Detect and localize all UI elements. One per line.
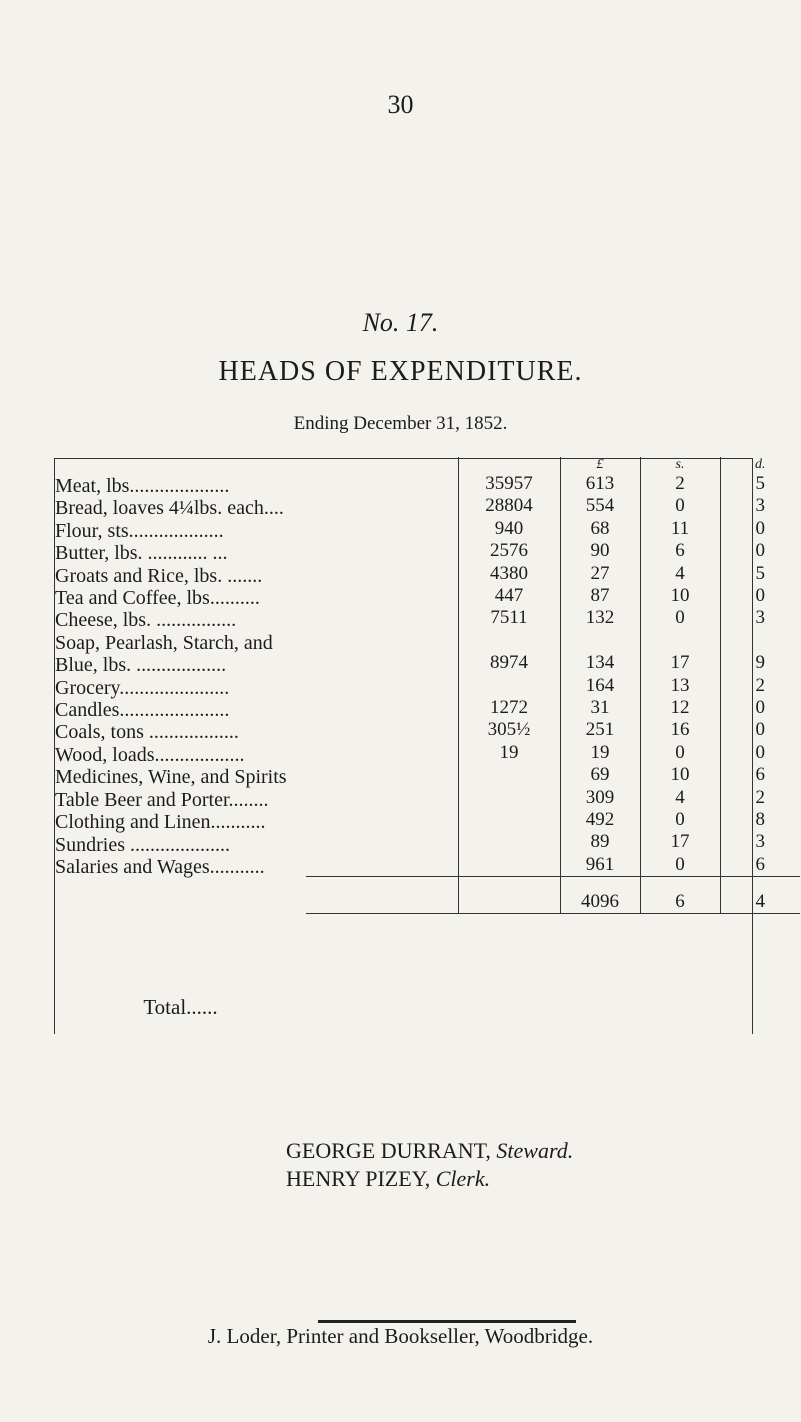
item-label: Coals, tons .................. <box>55 721 239 744</box>
pounds-cell: 554 <box>560 495 640 517</box>
item-label: Flour, sts................... <box>55 519 224 542</box>
item-label: Soap, Pearlash, Starch, and <box>55 631 273 654</box>
pounds-cell: 134 <box>560 652 640 674</box>
table-row <box>306 607 800 629</box>
row-spacer <box>306 473 458 495</box>
table-row <box>306 518 800 540</box>
shillings-cell: 0 <box>640 809 720 831</box>
row-spacer <box>306 607 458 629</box>
item-label: Table Beer and Porter........ <box>55 788 269 811</box>
pence-cell: 8 <box>720 809 800 831</box>
pounds-cell: 31 <box>560 697 640 719</box>
item-label: Salaries and Wages........... <box>55 855 265 878</box>
signature-steward <box>286 1138 573 1164</box>
item-label: Clothing and Linen........... <box>55 811 266 834</box>
item-label: Sundries .................... <box>55 833 230 856</box>
expenditure-table <box>306 457 800 914</box>
shillings-cell: 17 <box>640 831 720 853</box>
shillings-cell: 2 <box>640 473 720 495</box>
quantity-cell: 305½ <box>458 719 560 741</box>
pounds-cell: 19 <box>560 742 640 764</box>
row-spacer <box>306 495 458 517</box>
row-spacer <box>306 652 458 674</box>
quantity-cell: 28804 <box>458 495 560 517</box>
pounds-cell: 164 <box>560 675 640 697</box>
shillings-cell: 10 <box>640 764 720 786</box>
row-spacer <box>306 540 458 562</box>
table-row <box>306 585 800 607</box>
total-pence: 4 <box>720 877 800 914</box>
quantity-cell <box>458 854 560 877</box>
item-label: Candles...................... <box>55 699 230 722</box>
pence-cell: 9 <box>720 652 800 674</box>
quantity-cell <box>458 787 560 809</box>
table-row <box>306 787 800 809</box>
pounds-cell: 90 <box>560 540 640 562</box>
item-label: Tea and Coffee, lbs.......... <box>55 587 260 610</box>
item-label: Medicines, Wine, and Spirits <box>55 766 287 789</box>
signature-clerk <box>286 1166 490 1192</box>
pounds-cell: 961 <box>560 854 640 877</box>
clerk-role: Clerk. <box>435 1166 491 1191</box>
row-spacer <box>306 585 458 607</box>
quantity-cell: 8974 <box>458 652 560 674</box>
imprint-rule <box>318 1320 576 1323</box>
shillings-cell: 17 <box>640 652 720 674</box>
pence-cell: 0 <box>720 697 800 719</box>
imprint-text: J. Loder, Printer and Bookseller, Woodbridge. <box>207 1324 594 1348</box>
shillings-cell: 0 <box>640 607 720 629</box>
shillings-cell: 11 <box>640 518 720 540</box>
table-row <box>306 831 800 853</box>
pounds-cell: 27 <box>560 563 640 585</box>
printer-imprint <box>0 1324 801 1349</box>
pence-cell: 0 <box>720 518 800 540</box>
quantity-cell: 4380 <box>458 563 560 585</box>
table-row <box>306 742 800 764</box>
pounds-cell: 69 <box>560 764 640 786</box>
table-row <box>306 495 800 517</box>
quantity-cell: 7511 <box>458 607 560 629</box>
pounds-cell: 87 <box>560 585 640 607</box>
shillings-cell: 6 <box>640 540 720 562</box>
pounds-cell <box>560 630 640 652</box>
table-row <box>306 563 800 585</box>
pence-cell <box>720 630 800 652</box>
quantity-cell: 2576 <box>458 540 560 562</box>
quantity-cell <box>458 675 560 697</box>
quantity-cell <box>458 831 560 853</box>
pounds-unit: £ <box>560 457 640 473</box>
total-pounds: 4096 <box>560 877 640 914</box>
units-row <box>306 457 800 473</box>
quantity-cell: 19 <box>458 742 560 764</box>
pence-cell: 0 <box>720 540 800 562</box>
pence-cell: 3 <box>720 495 800 517</box>
table-row <box>306 697 800 719</box>
shillings-cell: 0 <box>640 854 720 877</box>
table-row <box>306 652 800 674</box>
shillings-cell: 12 <box>640 697 720 719</box>
row-spacer <box>306 787 458 809</box>
row-spacer <box>306 831 458 853</box>
quantity-cell: 940 <box>458 518 560 540</box>
table-row <box>306 809 800 831</box>
shillings-cell: 0 <box>640 742 720 764</box>
pence-unit: d. <box>720 457 800 473</box>
shillings-cell: 4 <box>640 563 720 585</box>
row-spacer <box>306 697 458 719</box>
total-label-text: Total...... <box>143 995 218 1019</box>
shillings-cell: 0 <box>640 495 720 517</box>
shillings-cell <box>640 630 720 652</box>
row-spacer <box>306 809 458 831</box>
item-label: Meat, lbs.................... <box>55 475 230 497</box>
row-spacer <box>306 742 458 764</box>
table-row <box>306 630 800 652</box>
row-spacer <box>306 719 458 741</box>
total-quantity-cell <box>458 877 560 914</box>
table-row <box>306 473 800 495</box>
shillings-cell: 4 <box>640 787 720 809</box>
pounds-cell: 251 <box>560 719 640 741</box>
quantity-cell <box>458 764 560 786</box>
table-row <box>306 675 800 697</box>
row-spacer <box>306 764 458 786</box>
page-subtitle: Ending December 31, 1852. <box>293 413 508 434</box>
pence-cell: 5 <box>720 473 800 495</box>
pence-cell: 3 <box>720 831 800 853</box>
row-spacer <box>306 675 458 697</box>
pence-cell: 6 <box>720 854 800 877</box>
item-label: Grocery...................... <box>55 676 230 699</box>
row-spacer <box>306 854 458 877</box>
total-row <box>306 877 800 914</box>
table-row <box>306 719 800 741</box>
page-number: 30 <box>387 90 414 119</box>
item-label: Cheese, lbs. ................ <box>55 609 237 632</box>
shillings-cell: 10 <box>640 585 720 607</box>
row-spacer <box>306 563 458 585</box>
shillings-cell: 16 <box>640 719 720 741</box>
item-label: Groats and Rice, lbs. ....... <box>55 564 263 587</box>
item-label: Blue, lbs. .................. <box>55 654 227 677</box>
pence-cell: 6 <box>720 764 800 786</box>
shillings-cell: 13 <box>640 675 720 697</box>
pounds-cell: 309 <box>560 787 640 809</box>
item-label: Bread, loaves 4¼lbs. each.... <box>55 497 284 520</box>
table-row <box>306 764 800 786</box>
pence-cell: 0 <box>720 719 800 741</box>
table-row <box>306 540 800 562</box>
quantity-cell <box>458 809 560 831</box>
pence-cell: 2 <box>720 787 800 809</box>
pounds-cell: 89 <box>560 831 640 853</box>
pence-cell: 2 <box>720 675 800 697</box>
clerk-name: HENRY PIZEY, <box>286 1166 431 1191</box>
quantity-cell <box>458 630 560 652</box>
pence-cell: 0 <box>720 742 800 764</box>
pounds-cell: 132 <box>560 607 640 629</box>
pounds-cell: 68 <box>560 518 640 540</box>
pence-cell: 0 <box>720 585 800 607</box>
steward-role: Steward. <box>496 1138 574 1163</box>
row-spacer <box>306 518 458 540</box>
row-spacer <box>306 630 458 652</box>
quantity-cell: 35957 <box>458 473 560 495</box>
shillings-unit: s. <box>640 457 720 473</box>
pence-cell: 5 <box>720 563 800 585</box>
pence-cell: 3 <box>720 607 800 629</box>
quantity-cell: 1272 <box>458 697 560 719</box>
pounds-cell: 613 <box>560 473 640 495</box>
quantity-cell: 447 <box>458 585 560 607</box>
total-label <box>306 877 458 914</box>
steward-name: GEORGE DURRANT, <box>286 1138 491 1163</box>
total-shillings: 6 <box>640 877 720 914</box>
pounds-cell: 492 <box>560 809 640 831</box>
document-number-text: No. 17. <box>362 308 439 337</box>
page-title: HEADS OF EXPENDITURE. <box>218 356 583 387</box>
item-label: Wood, loads.................. <box>55 743 245 766</box>
document-number <box>0 308 801 338</box>
table-row <box>306 854 800 877</box>
item-label: Butter, lbs. ............ ... <box>55 542 228 565</box>
